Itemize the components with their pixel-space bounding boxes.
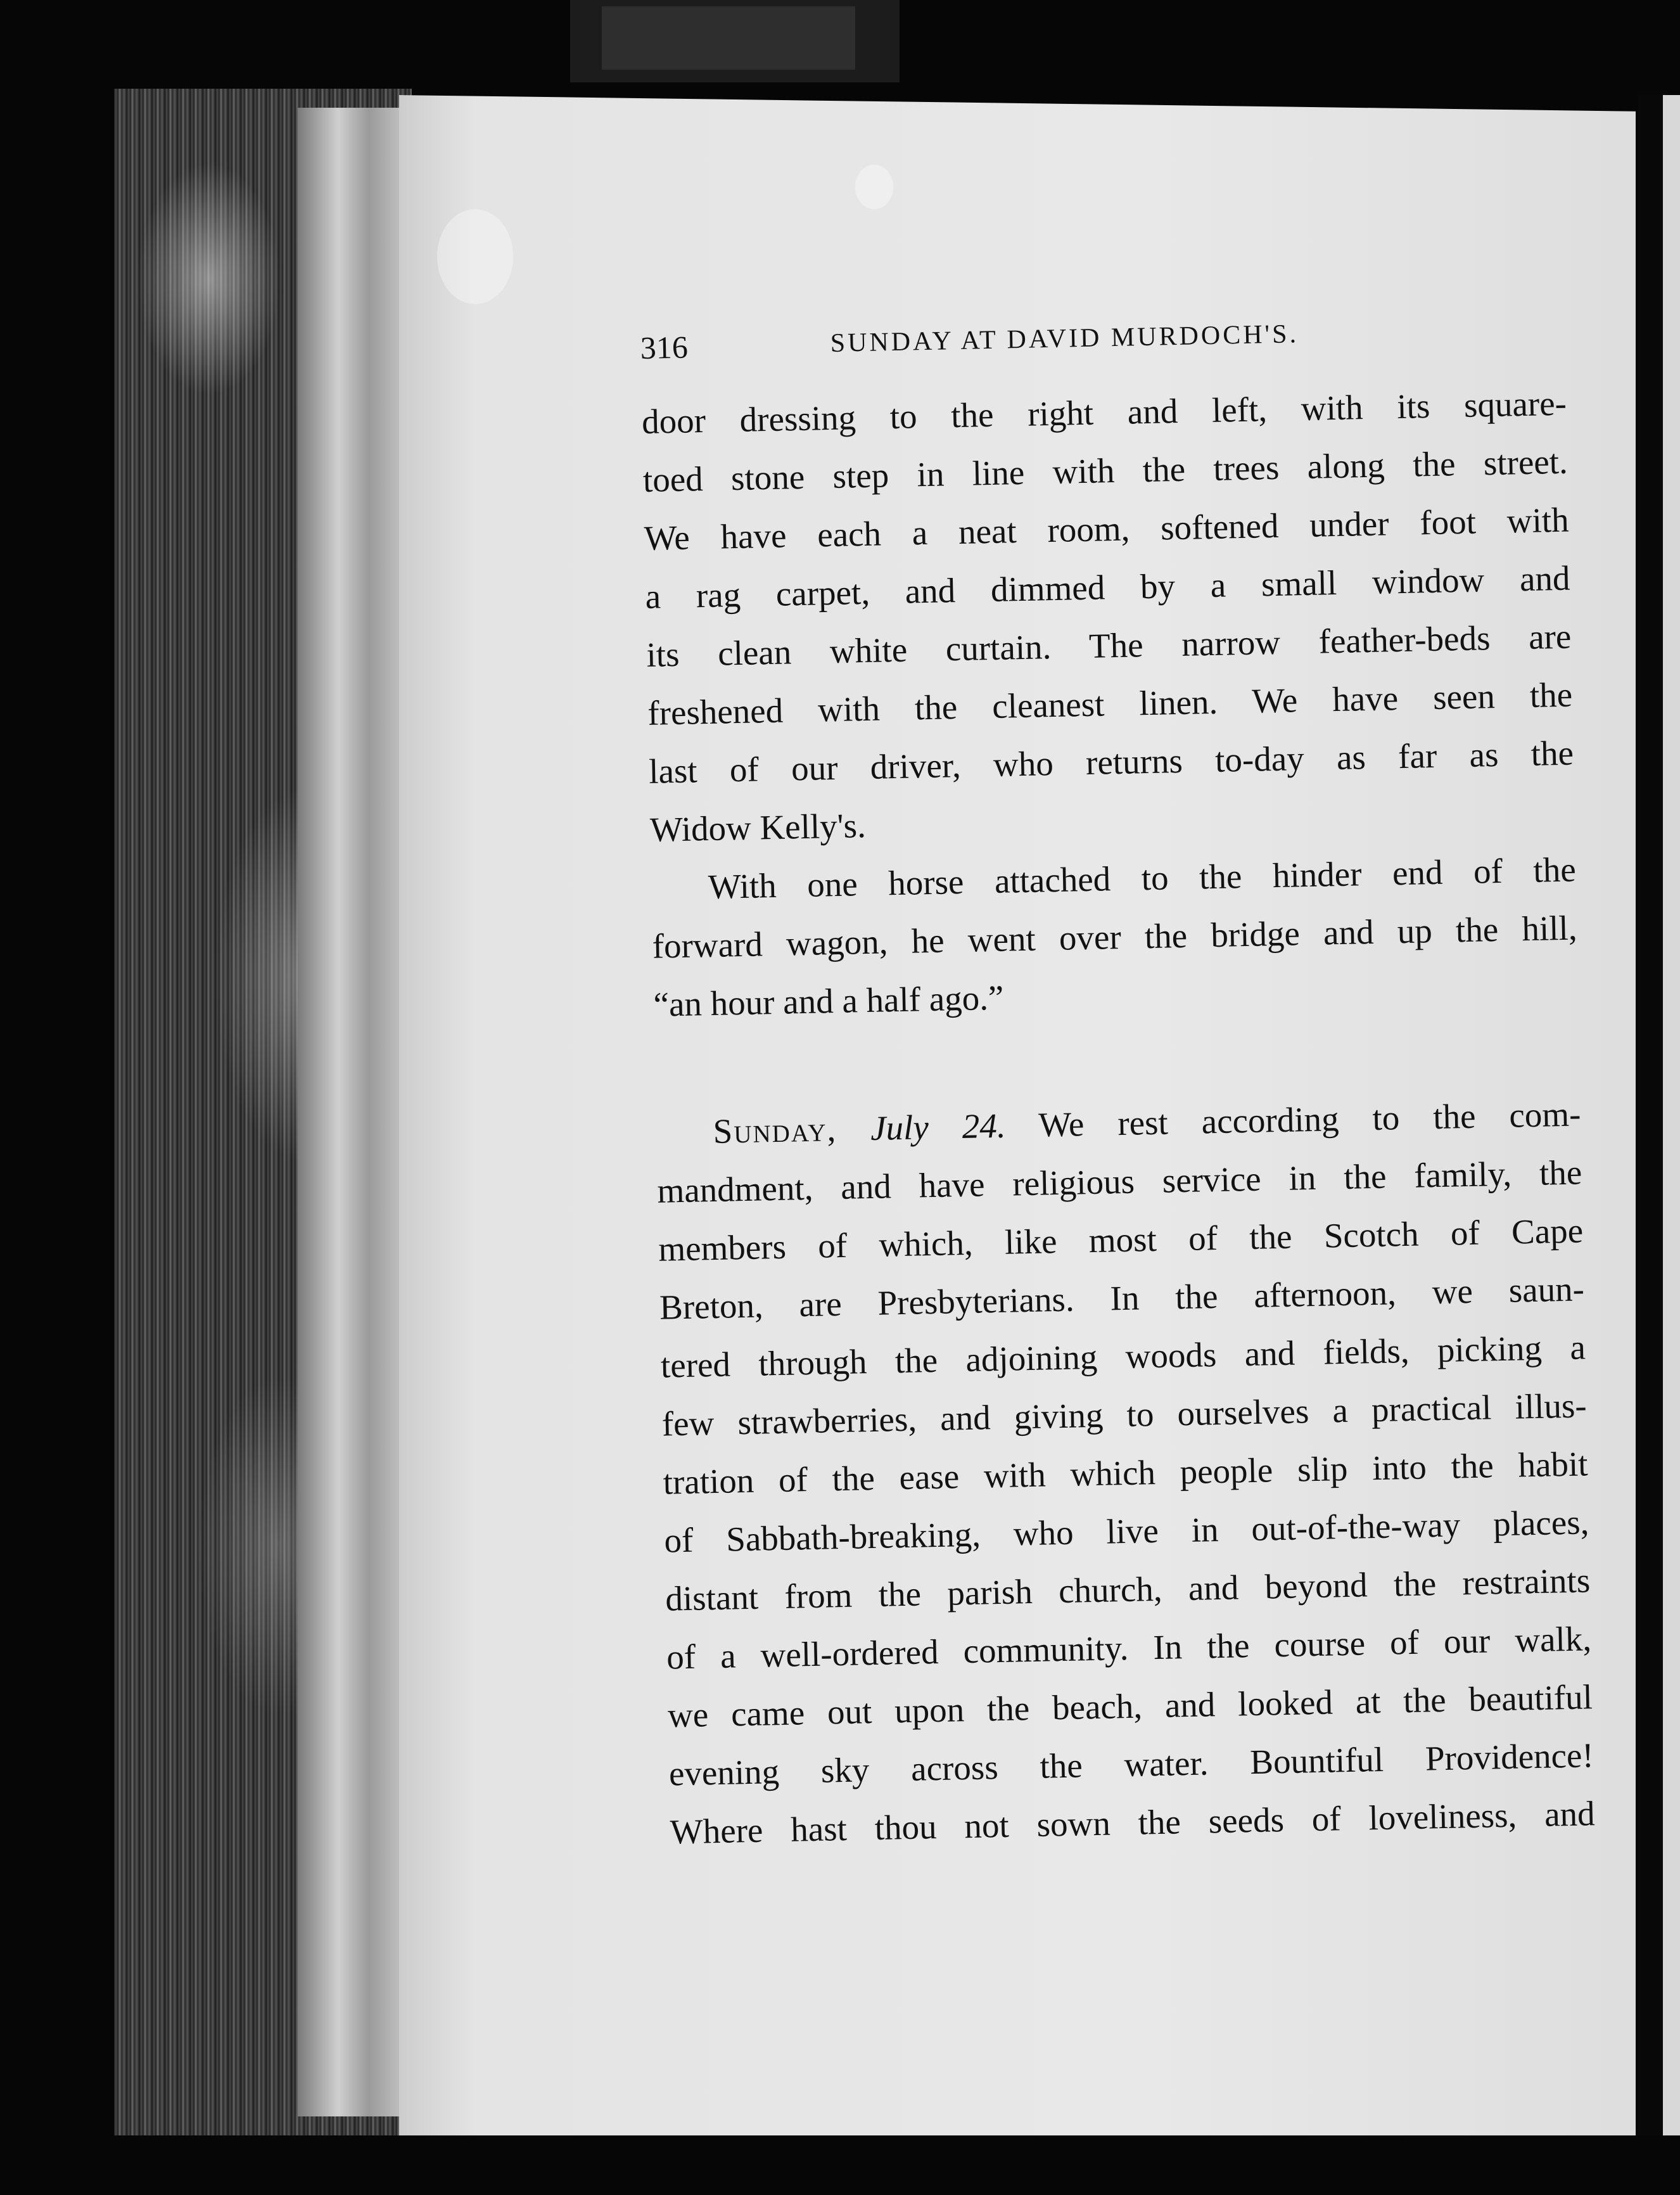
text-line: We have each a neat room, softened under foot with [644, 500, 1570, 558]
running-head: SUNDAY AT DAVID MURDOCH'S. [830, 319, 1299, 358]
scanner-shadow-inner [602, 6, 855, 70]
paragraph-2 [651, 841, 1579, 1034]
day-heading: Sunday, [713, 1110, 837, 1151]
text-line: Widow Kelly's. [649, 806, 867, 849]
text-line: “an hour and a half ago.” [652, 978, 1004, 1024]
paper-spot [855, 165, 893, 209]
text-line: freshened with the cleanest linen. We have seen the [647, 675, 1573, 733]
text-line: With one horse attached to the hinder end of the [708, 850, 1577, 907]
text-line: its clean white curtain. The narrow feather-beds are [646, 617, 1572, 674]
text-line: a rag carpet, and dimmed by a small window and [645, 558, 1570, 616]
text-line: Where hast thou not sown the seeds of loveliness, and [670, 1794, 1596, 1852]
facing-page-edge [1663, 95, 1680, 2135]
paper-spot [437, 209, 513, 304]
text-line: door dressing to the right and left, with its square- [641, 383, 1567, 441]
text-line: of Sabbath-breaking, who live in out-of-the-way places, [663, 1502, 1589, 1560]
page-edge-highlight [298, 108, 399, 2116]
gutter-shadow [1638, 95, 1663, 2135]
text-line: tered through the adjoining woods and fields, picking a [660, 1328, 1586, 1385]
page-number: 316 [640, 329, 689, 366]
text-line: of a well-ordered community. In the course of our walk, [666, 1619, 1592, 1677]
text-line: mandment, and have religious service in the family, the [656, 1153, 1582, 1210]
text-line: tration of the ease with which people slip into the habit [663, 1444, 1589, 1502]
text-span: We rest according to the com- [1038, 1094, 1581, 1144]
text-line: evening sky across the water. Bountiful Providence! [668, 1736, 1594, 1793]
text-line: we came out upon the beach, and looked at the beautiful [667, 1677, 1593, 1735]
text-line: few strawberries, and giving to ourselves a practical illus- [661, 1386, 1588, 1443]
date-heading: July 24. [870, 1106, 1007, 1148]
paragraph-1 [641, 374, 1575, 859]
text-line: last of our driver, who returns to-day as far as the [648, 733, 1574, 791]
text-line: members of which, like most of the Scotch of Cape [658, 1211, 1584, 1269]
text-line: toed stone step in line with the trees along the street. [642, 442, 1569, 499]
text-line: Breton, are Presbyterians. In the afternoon, we saun- [659, 1269, 1585, 1327]
paragraph-3 [656, 1085, 1596, 1861]
page-text [640, 305, 1595, 1862]
text-line: forward wagon, he went over the bridge and up the hill, [652, 908, 1578, 966]
text-line: distant from the parish church, and beyond the restraints [665, 1561, 1591, 1618]
